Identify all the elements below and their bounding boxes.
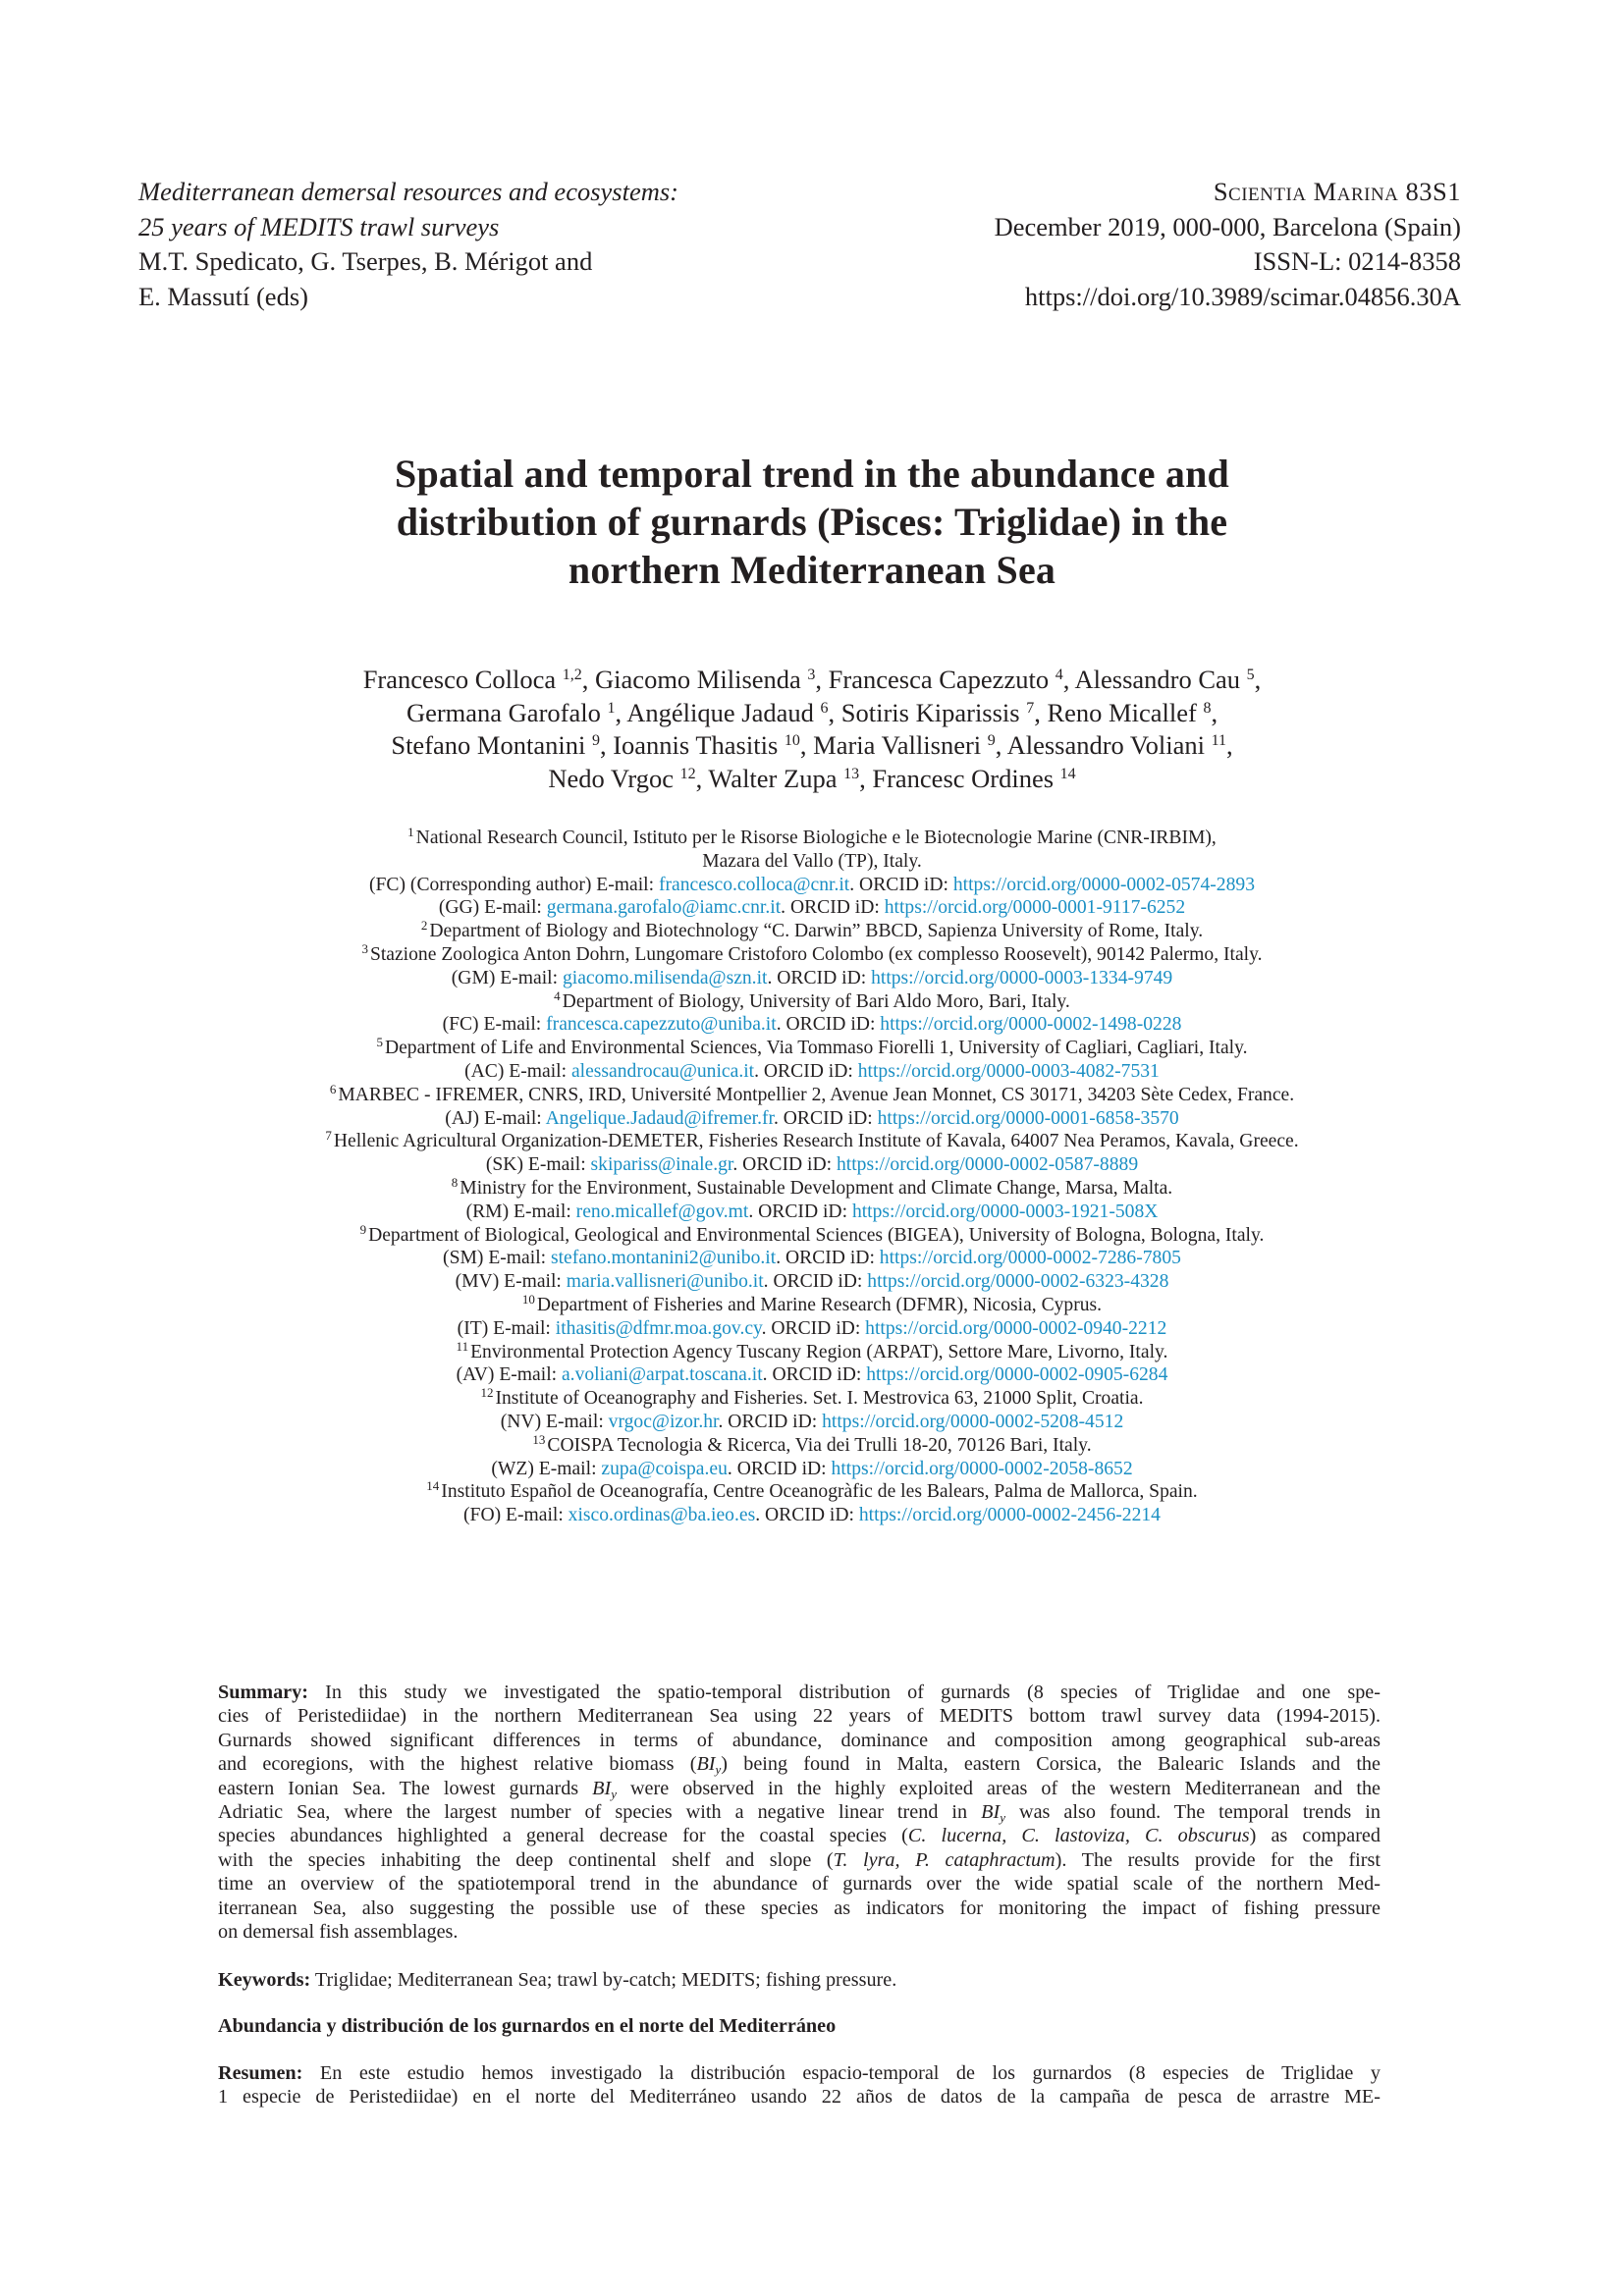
contact-label: (GM) E-mail: (451, 967, 563, 988)
italic-term: BI (981, 1801, 1001, 1824)
contact-line (196, 1363, 1428, 1387)
affiliation-text: Environmental Protection Agency Tuscany Region (ARPAT), Settore Mare, Livorno, Italy. (470, 1341, 1168, 1362)
affiliation-number: 5 (376, 1035, 383, 1050)
email-link[interactable]: francesca.capezzuto@uniba.it (546, 1014, 777, 1036)
italic-term: BI (696, 1753, 716, 1776)
contact-line (196, 1201, 1428, 1224)
summary-line: Summary: In this study we investigated the spatio-temporal distribution of gurnards (8 species of Triglidae and one spe- (218, 1682, 1380, 1703)
affiliation-text: Stazione Zoologica Anton Dohrn, Lungomare Cristoforo Colombo (ex complesso Roosevelt), 90142 Palermo, Italy. (369, 943, 1263, 965)
orcid-label: . ORCID iD: (748, 1201, 852, 1222)
author-affiliation-number: 11 (1211, 732, 1227, 749)
orcid-label: . ORCID iD: (732, 1154, 837, 1176)
email-link[interactable]: zupa@coispa.eu (601, 1458, 728, 1479)
contact-line (196, 967, 1428, 990)
affiliation-text: Department of Life and Environmental Sciences, Via Tommaso Fiorelli 1, University of Cagliari, Cagliari, Italy. (384, 1038, 1248, 1059)
author-name: Francesca Capezzuto $^4$ (828, 665, 1063, 694)
affiliation-line (196, 1130, 1428, 1153)
orcid-link[interactable]: https://orcid.org/0000-0002-7286-7805 (879, 1248, 1181, 1269)
italic-term: C. lucerna, C. lastoviza, C. obscurus (907, 1825, 1250, 1847)
affiliation-line (196, 1037, 1428, 1060)
orcid-label: . ORCID iD: (755, 1505, 859, 1526)
orcid-link[interactable]: https://orcid.org/0000-0001-6858-3570 (877, 1107, 1179, 1129)
italic-term: T. lyra, P. cataphractum (833, 1848, 1056, 1871)
contact-label: (SM) E-mail: (443, 1248, 551, 1269)
summary-line: Adriatic Sea, where the largest number of species with a negative linear trend in $BI_y$ was also found. The temporal trends in (218, 1801, 1380, 1826)
affiliation-list (196, 827, 1428, 1527)
affiliation-text: Hellenic Agricultural Organization-DEMETER, Fisheries Research Institute of Kavala, 64007 Nea Peramos, Kavala, Greece. (333, 1131, 1299, 1152)
affiliation-line (196, 990, 1428, 1014)
subscript: y (1000, 1810, 1005, 1826)
summary-line: time an overview of the spatiotemporal trend in the abundance of gurnards over the wide spatial scale of the northern Med- (218, 1873, 1380, 1896)
author-name: Reno Micallef $^8$ (1047, 697, 1212, 727)
author-name: Alessandro Cau $^5$ (1074, 665, 1255, 694)
author-name: Walter Zupa $^{13}$ (708, 763, 860, 793)
affiliation-number: 3 (361, 940, 368, 956)
orcid-link[interactable]: https://orcid.org/0000-0001-9117-6252 (884, 897, 1186, 919)
contact-label: (RM) E-mail: (465, 1201, 576, 1222)
email-link[interactable]: giacomo.milisenda@szn.it (562, 967, 768, 988)
orcid-link[interactable]: https://orcid.org/0000-0002-0587-8889 (836, 1154, 1139, 1176)
contact-label: (AJ) E-mail: (445, 1107, 546, 1129)
contact-line (196, 1270, 1428, 1294)
author-list (196, 664, 1428, 795)
author-affiliation-number: 5 (1246, 667, 1255, 683)
orcid-link[interactable]: https://orcid.org/0000-0002-2058-8652 (831, 1458, 1133, 1479)
affiliation-line (196, 1081, 1428, 1107)
italic-term: BI (592, 1777, 612, 1799)
affiliation-number: 14 (426, 1478, 440, 1494)
orcid-link[interactable]: https://orcid.org/0000-0002-0574-2893 (952, 874, 1255, 895)
subscript: y (611, 1786, 617, 1801)
contact-label: (GG) E-mail: (438, 897, 547, 919)
orcid-link[interactable]: https://orcid.org/0000-0002-6323-4328 (867, 1271, 1169, 1293)
contact-line (196, 1411, 1428, 1434)
series-title-line1: Mediterranean demersal resources and ecosystems: (138, 177, 678, 206)
affiliation-number: 12 (480, 1385, 494, 1401)
email-link[interactable]: Angelique.Jadaud@ifremer.fr (545, 1107, 774, 1129)
affiliation-line (196, 1387, 1428, 1411)
affiliation-line (196, 1338, 1428, 1364)
article-title (196, 450, 1428, 594)
author-name: Stefano Montanini $^9$ (391, 730, 600, 760)
summary-line: iterranean Sea, also suggesting the possible use of these species as indicators for monitoring the impact of fishing pressure (218, 1896, 1380, 1919)
affiliation-text: Ministry for the Environment, Sustainable Development and Climate Change, Marsa, Malta. (460, 1177, 1173, 1199)
author-affiliation-number: 1,2 (562, 667, 582, 683)
affiliation-number: 13 (532, 1431, 546, 1447)
affiliation-number: 9 (359, 1221, 367, 1237)
journal-date: December 2019, 000-000, Barcelona (Spain) (994, 211, 1461, 241)
author-affiliation-number: 9 (591, 732, 600, 749)
email-link[interactable]: skipariss@inale.gr (590, 1154, 733, 1176)
title-line: northern Mediterranean Sea (568, 548, 1056, 592)
contact-label: (IT) E-mail: (457, 1317, 556, 1339)
author-affiliation-number: 7 (1026, 699, 1035, 717)
contact-label: (AV) E-mail: (456, 1364, 562, 1386)
summary-line: with the species inhabiting the deep continental shelf and slope (T. lyra, P. cataphractum). The results provide for the first (218, 1848, 1380, 1871)
affiliation-text: MARBEC - IFREMER, CNRS, IRD, Université Montpellier 2, Avenue Jean Monnet, CS 30171, 34203 Sète Cedex, France. (338, 1084, 1295, 1105)
affiliation-line (196, 1431, 1428, 1458)
affiliation-line (196, 1174, 1428, 1201)
contact-line (196, 1317, 1428, 1341)
contact-label: (WZ) E-mail: (491, 1458, 602, 1479)
article-doi[interactable]: https://doi.org/10.3989/scimar.04856.30A (1024, 281, 1461, 311)
orcid-label: . ORCID iD: (781, 897, 885, 919)
contact-line (196, 896, 1428, 920)
orcid-label: . ORCID iD: (773, 1107, 878, 1129)
email-link[interactable]: germana.garofalo@iamc.cnr.it (546, 897, 782, 919)
summary-line: species abundances highlighted a general decrease for the coastal species (C. lucerna, C. lastoviza, C. obscurus) as compared (218, 1825, 1380, 1847)
contact-line (196, 874, 1428, 897)
editors-line1: M.T. Spedicato, G. Tserpes, B. Mérigot and (138, 246, 593, 276)
email-link[interactable]: francesco.colloca@cnr.it (658, 874, 850, 895)
orcid-label: . ORCID iD: (849, 874, 953, 895)
affiliation-line (196, 920, 1428, 943)
orcid-link[interactable]: https://orcid.org/0000-0002-0940-2212 (865, 1317, 1167, 1339)
contact-line (196, 1458, 1428, 1481)
author-affiliation-number: 13 (843, 765, 860, 782)
summary-line: on demersal fish assemblages. (218, 1921, 459, 1944)
orcid-link[interactable]: https://orcid.org/0000-0002-5208-4512 (822, 1411, 1124, 1432)
summary-label: Summary: (218, 1682, 308, 1703)
affiliation-text: Department of Biology and Biotechnology “C. Darwin” BBCD, Sapienza University of Rome, Italy. (429, 921, 1204, 942)
affiliation-number: 1 (407, 825, 414, 839)
orcid-link[interactable]: https://orcid.org/0000-0002-1498-0228 (880, 1014, 1182, 1036)
summary-line: eastern Ionian Sea. The lowest gurnards $BI_y$ were observed in the highly exploited areas of the western Mediterranean and the (218, 1777, 1380, 1801)
spanish-title: Abundancia y distribución de los gurnardos en el norte del Mediterráneo (218, 2015, 837, 2037)
affiliation-number: 8 (451, 1174, 459, 1190)
orcid-label: . ORCID iD: (727, 1458, 832, 1479)
summary-line: Gurnards showed significant differences in terms of abundance, dominance and composition among geographical sub-areas (218, 1729, 1380, 1751)
orcid-label: . ORCID iD: (763, 1271, 868, 1293)
author-affiliation-number: 6 (820, 699, 829, 717)
orcid-link[interactable]: https://orcid.org/0000-0003-1921-508X (851, 1201, 1159, 1222)
affiliation-line (196, 940, 1428, 967)
contact-line (196, 1107, 1428, 1131)
email-link[interactable]: vrgoc@izor.hr (608, 1411, 719, 1432)
abstract-resumen (218, 2061, 1380, 2109)
journal-info (715, 175, 1461, 314)
author-affiliation-number: 4 (1055, 667, 1063, 683)
contact-label: (MV) E-mail: (455, 1271, 567, 1293)
author-affiliation-number: 1 (607, 699, 616, 717)
series-title-line2: 25 years of MEDITS trawl surveys (138, 211, 500, 241)
contact-label: (FO) E-mail: (463, 1505, 568, 1526)
keywords-label: Keywords: (218, 1969, 311, 1991)
summary-line: cies of Peristediidae) in the northern Mediterranean Sea using 22 years of MEDITS bottom trawl survey data (1994-2015). (218, 1705, 1380, 1728)
resumen-label: Resumen: (218, 2062, 303, 2084)
author-name: Germana Garofalo $^1$ (406, 697, 616, 727)
email-link[interactable]: reno.micallef@gov.mt (575, 1201, 749, 1222)
abstract-summary (218, 1681, 1380, 1944)
contact-label: (FC) (Corresponding author) E-mail: (369, 874, 659, 895)
orcid-label: . ORCID iD: (718, 1411, 823, 1432)
contact-label: (SK) E-mail: (485, 1154, 591, 1176)
affiliation-text: Department of Biology, University of Bari Aldo Moro, Bari, Italy. (562, 990, 1070, 1012)
author-name: Francesco Colloca $^{1,2}$ (362, 665, 582, 694)
email-link[interactable]: stefano.montanini2@unibo.it (550, 1248, 777, 1269)
journal-name: Scientia Marina 83S1 (1213, 177, 1461, 206)
keywords (218, 1968, 896, 1992)
affiliation-number: 7 (325, 1128, 332, 1144)
affiliation-text: Instituto Español de Oceanografía, Centre Oceanogràfic de les Balears, Palma de Mallorca, Spain. (441, 1481, 1198, 1503)
subscript: y (715, 1762, 722, 1778)
author-name: Maria Vallisneri $^9$ (813, 730, 996, 760)
contact-label: (NV) E-mail: (500, 1411, 609, 1432)
resumen-line (218, 2061, 1380, 2085)
author-affiliation-number: 3 (807, 667, 816, 683)
contact-line (196, 1153, 1428, 1177)
author-name: Sotiris Kiparissis $^7$ (840, 697, 1035, 727)
affiliation-line (196, 1291, 1428, 1317)
affiliation-line (196, 1480, 1428, 1504)
affiliation-text: Department of Biological, Geological and Environmental Sciences (BIGEA), University of Bologna, Bologna, Italy. (368, 1224, 1265, 1246)
author-line: Germana Garofalo $^1$, Angélique Jadaud $^6$, Sotiris Kiparissis $^7$, Reno Micallef $^8$, (406, 697, 1218, 727)
title-line: Spatial and temporal trend in the abundance and (395, 452, 1229, 496)
orcid-label: . ORCID iD: (776, 1014, 881, 1036)
contact-line (196, 1247, 1428, 1270)
orcid-link[interactable]: https://orcid.org/0000-0002-0905-6284 (866, 1364, 1168, 1386)
author-name: Nedo Vrgoc $^{12}$ (548, 763, 696, 793)
orcid-label: . ORCID iD: (776, 1248, 880, 1269)
contact-label: (AC) E-mail: (464, 1060, 571, 1082)
contact-line (196, 1504, 1428, 1527)
author-line: Nedo Vrgoc $^{12}$, Walter Zupa $^{13}$, Francesc Ordines $^{14}$ (548, 763, 1076, 793)
email-link[interactable]: ithasitis@dfmr.moa.gov.cy (555, 1317, 762, 1339)
affiliation-line (196, 850, 1428, 874)
title-line: distribution of gurnards (Pisces: Triglidae) in the (396, 500, 1228, 544)
email-link[interactable]: xisco.ordinas@ba.ieo.es (568, 1505, 756, 1526)
contact-label: (FC) E-mail: (442, 1014, 547, 1036)
affiliation-number: 10 (521, 1291, 535, 1307)
email-link[interactable]: alessandrocau@unica.it (570, 1060, 755, 1082)
email-link[interactable]: maria.vallisneri@unibo.it (566, 1271, 764, 1293)
orcid-label: . ORCID iD: (761, 1317, 866, 1339)
author-affiliation-number: 14 (1059, 765, 1076, 782)
summary-line: and ecoregions, with the highest relative biomass $(BI_y)$ being found in Malta, eastern Corsica, the Balearic Islands and the (218, 1753, 1380, 1778)
orcid-link[interactable]: https://orcid.org/0000-0003-4082-7531 (857, 1060, 1160, 1082)
author-name: Francesc Ordines $^{14}$ (872, 763, 1076, 793)
affiliation-number: 6 (329, 1081, 337, 1096)
affiliation-number: 11 (456, 1338, 469, 1354)
author-line: Stefano Montanini $^9$, Ioannis Thasitis $^{10}$, Maria Vallisneri $^9$, Alessandro Voliani $^{11}$, (391, 730, 1233, 760)
editors-line2: E. Massutí (eds) (138, 281, 308, 311)
author-name: Angélique Jadaud $^6$ (626, 697, 829, 727)
author-affiliation-number: 8 (1203, 699, 1212, 717)
contact-line (196, 1013, 1428, 1037)
orcid-link[interactable]: https://orcid.org/0000-0002-2456-2214 (858, 1505, 1161, 1526)
journal-issn: ISSN-L: 0214-8358 (1253, 246, 1461, 276)
affiliation-line (196, 827, 1428, 850)
author-name: Alessandro Voliani $^{11}$ (1006, 730, 1227, 760)
keywords-text: Triglidae; Mediterranean Sea; trawl by-catch; MEDITS; fishing pressure. (310, 1969, 897, 1991)
affiliation-text: Department of Fisheries and Marine Research (DFMR), Nicosia, Cyprus. (536, 1294, 1103, 1315)
contact-line (196, 1060, 1428, 1084)
resumen-line: 1 especie de Peristediidae) en el norte del Mediterráneo usando 22 años de datos de la campaña de pesca de arrastre ME- (218, 2086, 1380, 2109)
affiliation-text: Mazara del Vallo (TP), Italy. (702, 850, 922, 872)
affiliation-text: National Research Council, Istituto per le Risorse Biologiche e le Biotecnologie Marine (CNR-IRBIM), (415, 828, 1217, 848)
orcid-label: . ORCID iD: (754, 1060, 858, 1082)
author-name: Ioannis Thasitis $^{10}$ (613, 730, 800, 760)
orcid-label: . ORCID iD: (762, 1364, 867, 1386)
resumen-text: En este estudio hemos investigado la distribución espacio-temporal de los gurnardos (8 especies de Triglidae y (302, 2062, 1380, 2084)
author-affiliation-number: 12 (679, 765, 696, 782)
affiliation-number: 2 (420, 918, 428, 934)
author-affiliation-number: 10 (784, 732, 800, 749)
affiliation-text: COISPA Tecnologia & Ricerca, Via dei Trulli 18-20, 70126 Bari, Italy. (547, 1434, 1092, 1456)
orcid-link[interactable]: https://orcid.org/0000-0003-1334-9749 (871, 967, 1173, 988)
author-name: Giacomo Milisenda $^3$ (595, 665, 816, 694)
author-line: Francesco Colloca $^{1,2}$, Giacomo Milisenda $^3$, Francesca Capezzuto $^4$, Alessandro Cau $^5$, (362, 665, 1262, 694)
affiliation-line (196, 1221, 1428, 1248)
orcid-label: . ORCID iD: (767, 967, 872, 988)
affiliation-number: 4 (554, 988, 561, 1003)
author-affiliation-number: 9 (987, 732, 996, 749)
email-link[interactable]: a.voliani@arpat.toscana.it (561, 1364, 763, 1386)
affiliation-text: Institute of Oceanography and Fisheries. Set. I. Mestrovica 63, 21000 Split, Croatia. (495, 1388, 1144, 1410)
